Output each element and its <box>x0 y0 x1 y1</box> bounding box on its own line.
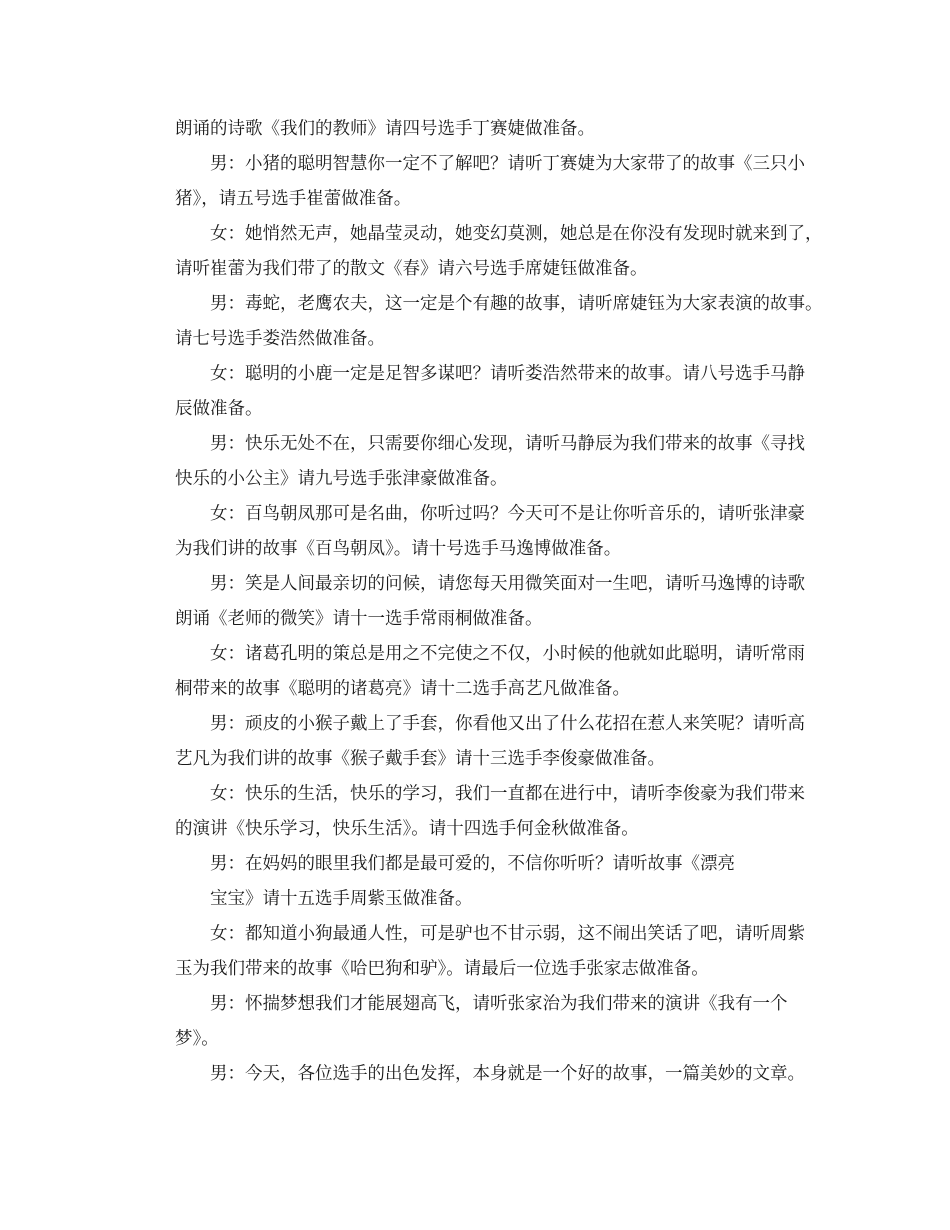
text-line: 男：毒蛇，老鹰农夫，这一定是个有趣的故事，请听席婕钰为大家表演的故事。 <box>210 294 823 314</box>
text-line: 女：百鸟朝凤那可是名曲，你听过吗？今天可不是让你听音乐的，请听张津豪 <box>210 504 805 524</box>
paragraph <box>140 987 820 1057</box>
text-line: 梦》。 <box>175 1029 219 1049</box>
text-line: 的演讲《快乐学习，快乐生活》。请十四选手何金秋做准备。 <box>175 819 639 839</box>
text-line: 快乐的小公主》请九号选手张津豪做准备。 <box>175 469 508 489</box>
text-line: 艺凡为我们讲的故事《猴子戴手套》请十三选手李俊豪做准备。 <box>175 749 665 769</box>
text-line: 请听崔蕾为我们带了的散文《春》请六号选手席婕钰做准备。 <box>175 259 648 279</box>
paragraph <box>140 707 820 777</box>
text-line: 辰做准备。 <box>175 399 263 419</box>
paragraph <box>140 357 820 427</box>
text-line: 男：今天，各位选手的出色发挥，本身就是一个好的故事，一篇美妙的文章。 <box>210 1064 805 1084</box>
paragraph <box>140 917 820 987</box>
text-line: 猪》，请五号选手崔蕾做准备。 <box>175 189 412 209</box>
text-line: 男：顽皮的小猴子戴上了手套，你看他又出了什么花招在惹人来笑呢？请听高 <box>210 714 805 734</box>
text-line: 为我们讲的故事《百鸟朝凤》。请十号选手马逸博做准备。 <box>175 539 622 559</box>
text-line: 男：快乐无处不在，只需要你细心发现，请听马静辰为我们带来的故事《寻找 <box>210 434 805 454</box>
text-line: 女：诸葛孔明的策总是用之不完使之不仅，小时候的他就如此聪明，请听常雨 <box>210 644 805 664</box>
text-line: 朗诵《老师的微笑》请十一选手常雨桐做准备。 <box>175 609 543 629</box>
document-body <box>140 112 823 1092</box>
paragraph <box>140 777 820 847</box>
text-line: 请七号选手娄浩然做准备。 <box>175 329 385 349</box>
text-line: 桐带来的故事《聪明的诸葛亮》请十二选手高艺凡做准备。 <box>175 679 630 699</box>
text-line: 女：她悄然无声，她晶莹灵动，她变幻莫测，她总是在你没有发现时就来到了， <box>210 224 823 244</box>
text-line: 女：聪明的小鹿一定是足智多谋吧？请听娄浩然带来的故事。请八号选手马静 <box>210 364 805 384</box>
text-line: 男：小猪的聪明智慧你一定不了解吧？请听丁赛婕为大家带了的故事《三只小 <box>210 154 805 174</box>
text-line: 玉为我们带来的故事《哈巴狗和驴》。请最后一位选手张家志做准备。 <box>175 959 709 979</box>
text-line: 宝宝》请十五选手周紫玉做准备。 <box>210 889 473 909</box>
text-line: 男：笑是人间最亲切的问候，请您每天用微笑面对一生吧，请听马逸博的诗歌 <box>210 574 805 594</box>
text-line: 朗诵的诗歌《我们的教师》请四号选手丁赛婕做准备。 <box>175 119 595 139</box>
text-line: 男：在妈妈的眼里我们都是最可爱的，不信你听听？请听故事《漂亮 <box>210 854 735 874</box>
paragraph <box>140 112 820 147</box>
paragraph <box>140 287 823 357</box>
paragraph <box>140 497 820 567</box>
text-line: 男：怀揣梦想我们才能展翅高飞，请听张家治为我们带来的演讲《我有一个 <box>210 994 788 1014</box>
paragraph <box>140 427 820 497</box>
paragraph <box>140 567 820 637</box>
text-line: 女：都知道小狗最通人性，可是驴也不甘示弱，这不闹出笑话了吧，请听周紫 <box>210 924 805 944</box>
paragraph <box>140 637 820 707</box>
paragraph <box>140 847 820 882</box>
paragraph <box>140 147 820 217</box>
text-line: 女：快乐的生活，快乐的学习，我们一直都在进行中，请听李俊豪为我们带来 <box>210 784 805 804</box>
paragraph <box>140 217 823 287</box>
paragraph <box>140 882 820 917</box>
paragraph <box>140 1057 820 1092</box>
